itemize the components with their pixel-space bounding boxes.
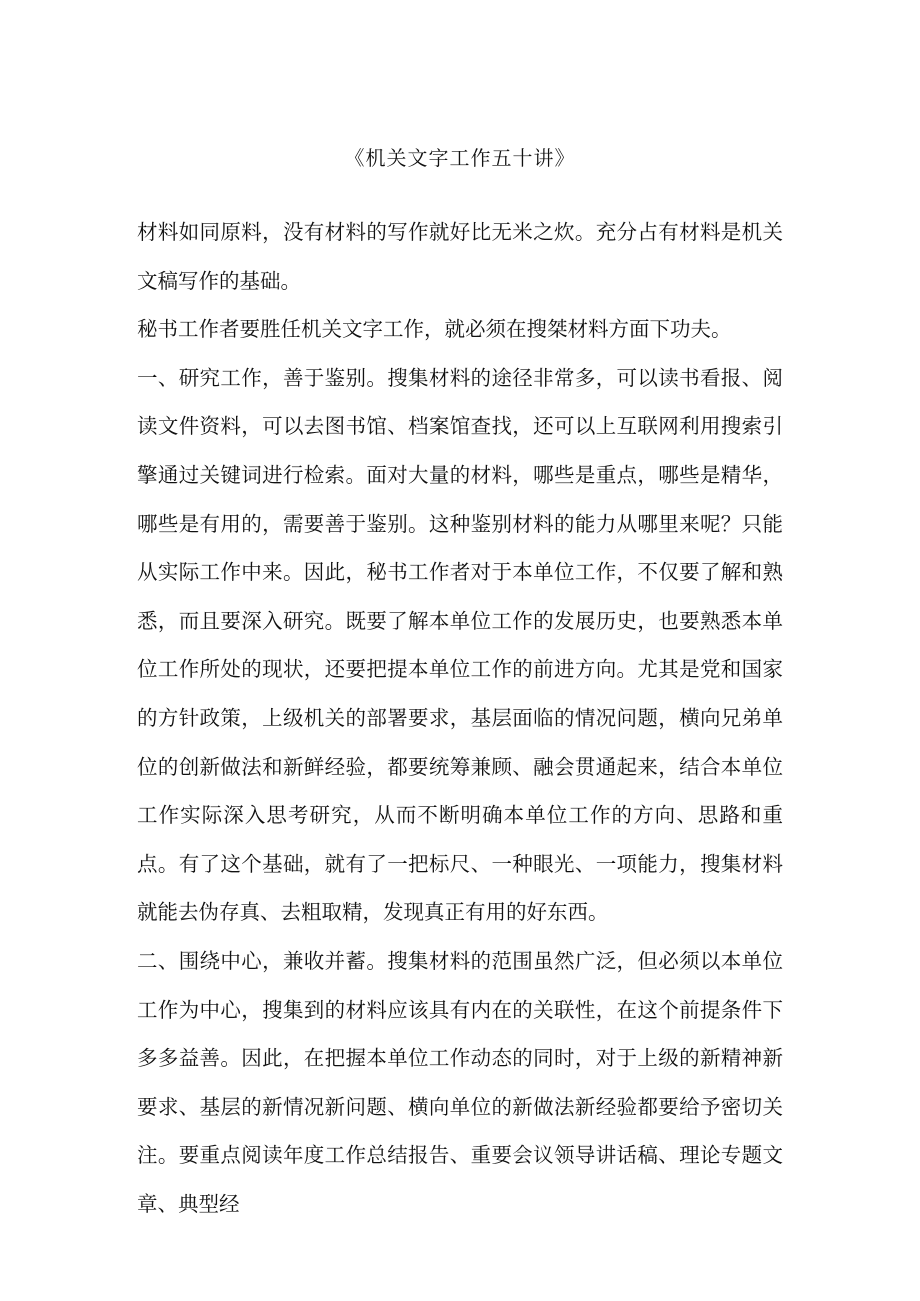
paragraph-intro: 材料如同原料，没有材料的写作就好比无米之炊。充分占有材料是机关文稿写作的基础。 (137, 220, 783, 293)
document-body (137, 208, 783, 1228)
paragraph-requirement: 秘书工作者要胜任机关文字工作，就必须在搜桀材料方面下功夫。 (137, 317, 732, 342)
paragraph-section-one: 一、研究工作，善于鉴别。搜集材料的途径非常多，可以读书看报、阅读文件资料，可以去图书馆、档案馆查找，还可以上互联网利用搜索引擎通过关键词进行检索。面对大量的材料，哪些是重点，哪些是精华，哪些是有用的，需要善于鉴别。这种鉴别材料的能力从哪里来呢？只能从实际工作中来。因此，秘书工作者对于本单位工作，不仅要了解和熟悉，而且要深入研究。既要了解本单位工作的发展历史，也要熟悉本单位工作所处的现状，还要把提本单位工作的前进方向。尤其是党和国家的方针政策，上级机关的部署要求，基层面临的情况问题，横向兄弟单位的创新做法和新鲜经验，都要统筹兼顾、融会贯通起来，结合本单位工作实际深入思考研究，从而不断明确本单位工作的方向、思路和重点。有了这个基础，就有了一把标尺、一种眼光、一项能力，搜集材料就能去伪存真、去粗取精，发现真正有用的好东西。 (137, 365, 783, 925)
document-title: 《机关文字工作五十讲》 (344, 146, 576, 170)
paragraph-section-two: 二、围绕中心，兼收并蓄。搜集材料的范围虽然广泛，但必须以本单位工作为中心，搜集到的材料应该具有内在的关联性，在这个前提条件下多多益善。因此，在把握本单位工作动态的同时，对于上级的新精神新要求、基层的新情况新问题、横向单位的新做法新经验都要给予密切关注。要重点阅读年度工作总结报告、重要会议领导讲话稿、理论专题文章、典型经 (137, 948, 783, 1216)
